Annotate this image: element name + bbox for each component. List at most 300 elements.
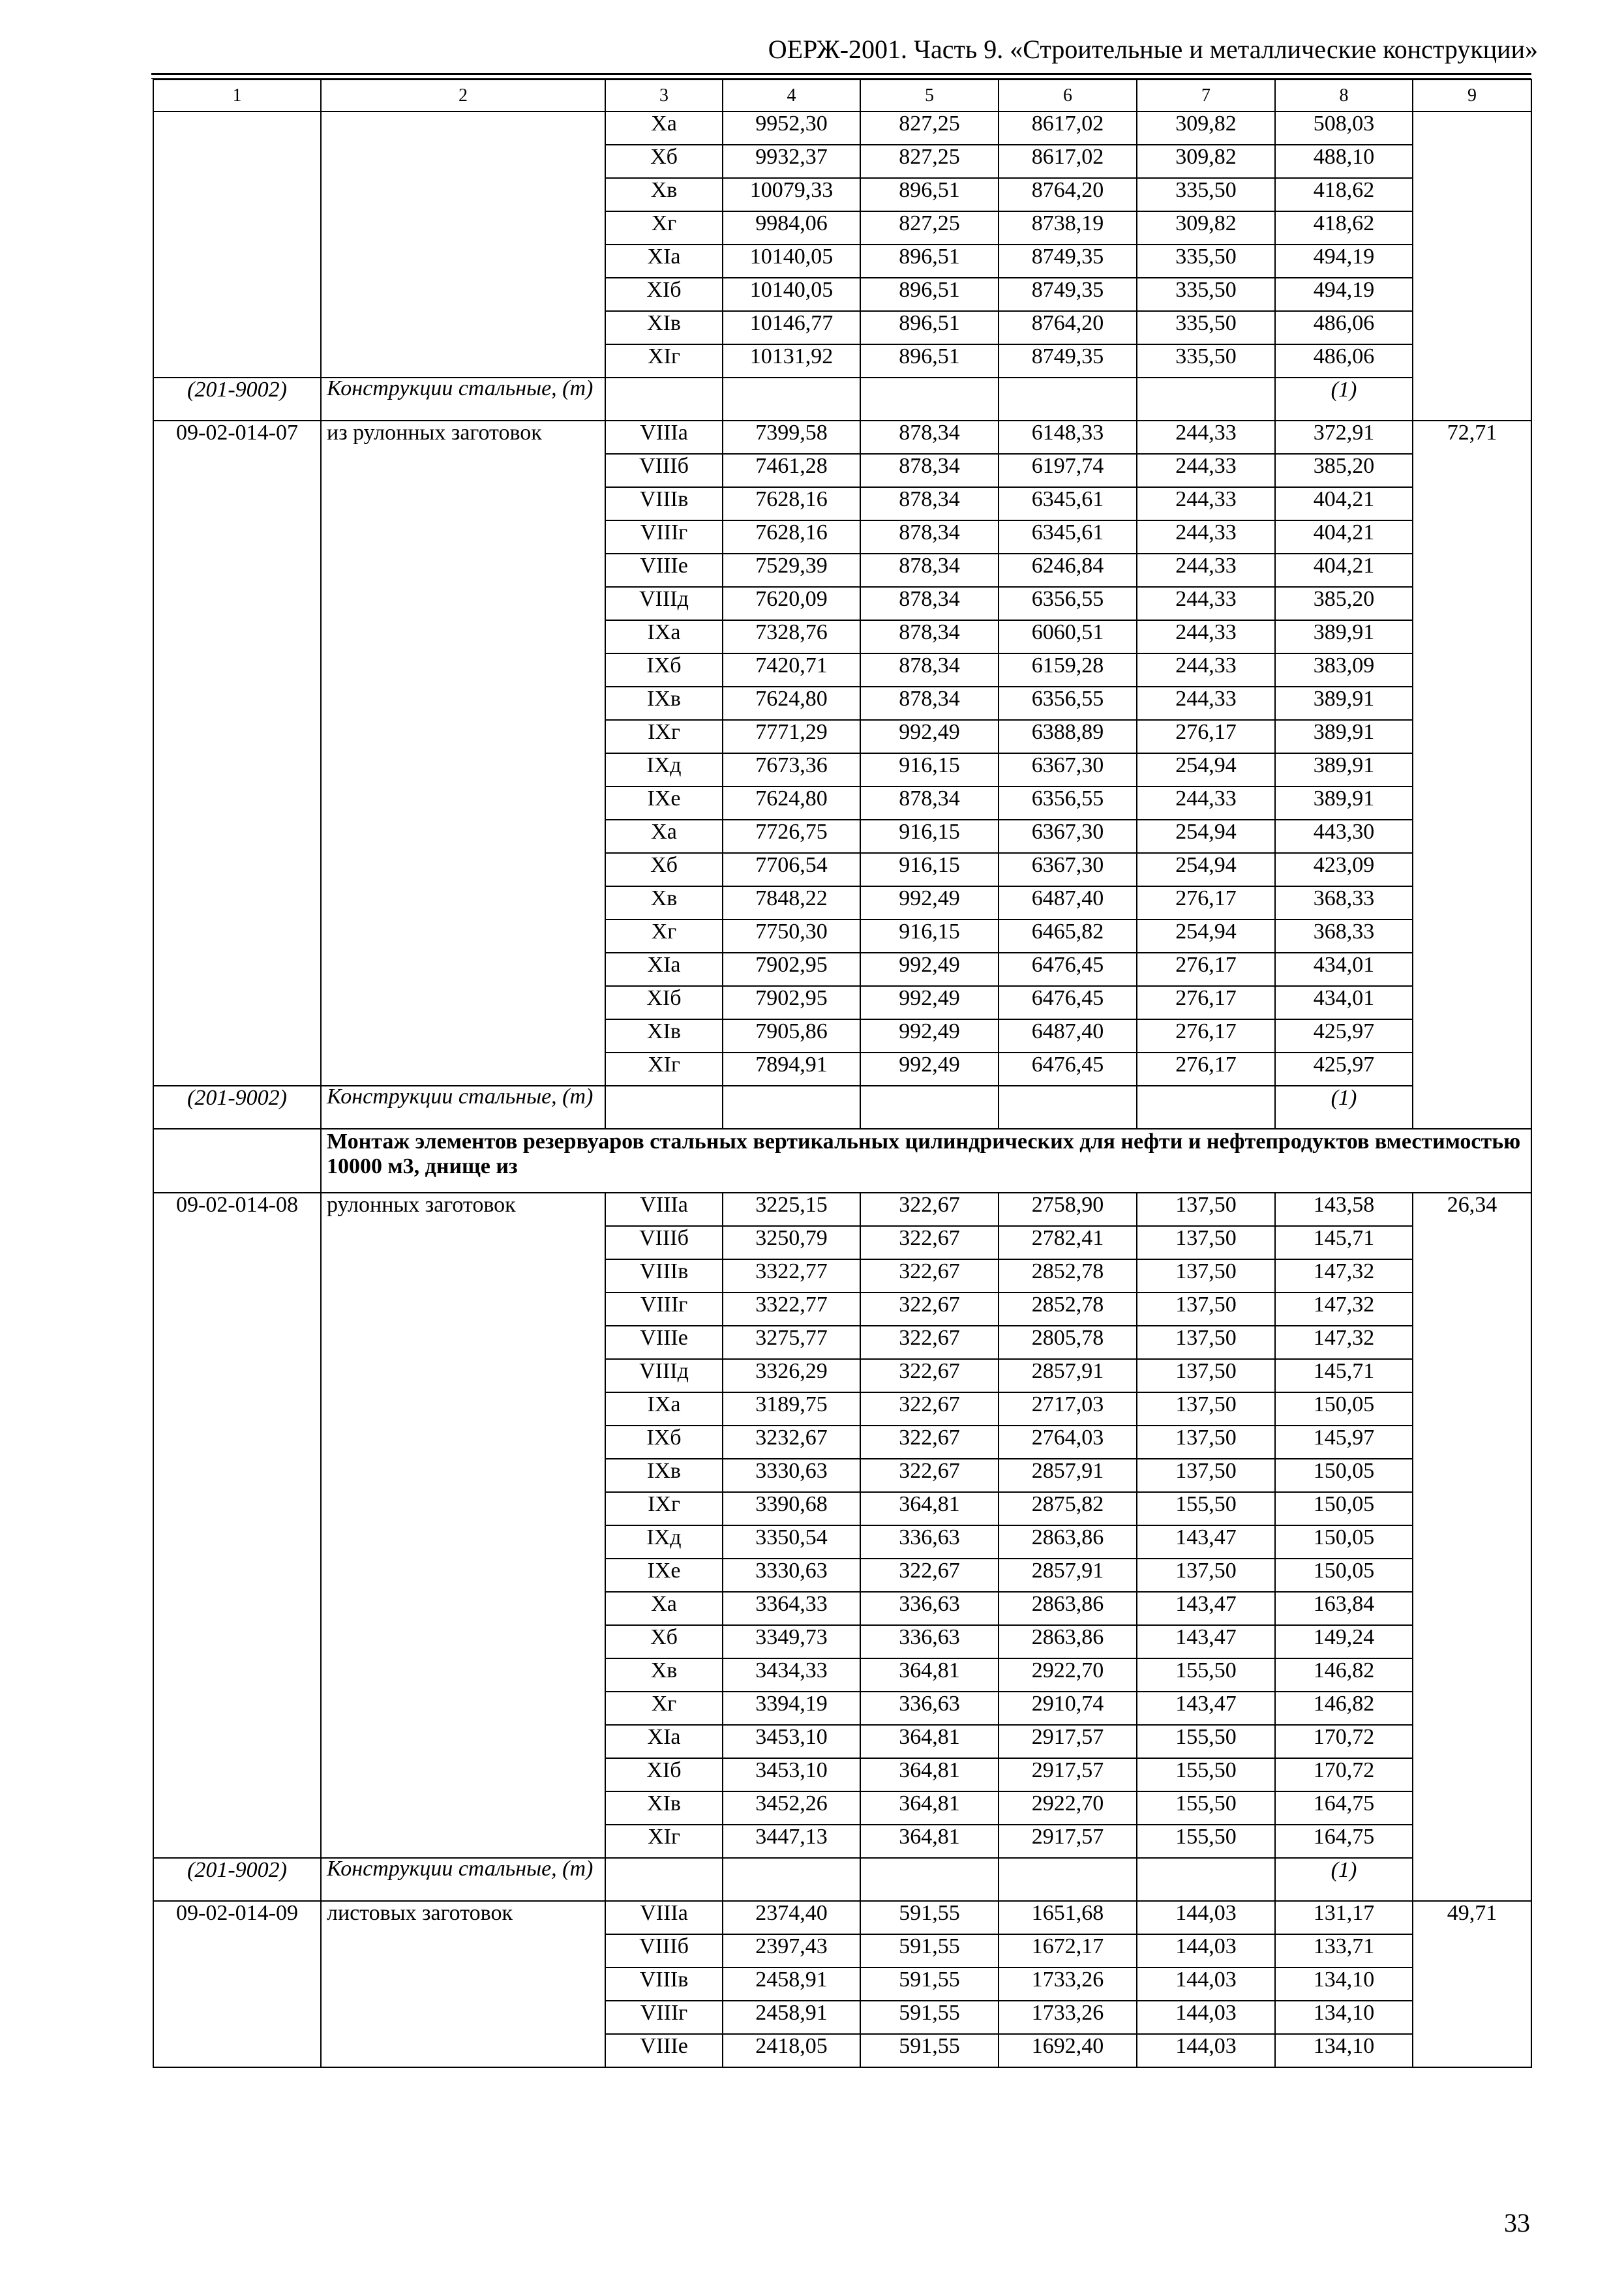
value-cell: 2758,90: [999, 1193, 1137, 1226]
resource-empty: [605, 1086, 723, 1129]
value-cell: 6367,30: [999, 853, 1137, 886]
value-cell: 8764,20: [999, 311, 1137, 344]
value-cell: 10140,05: [723, 278, 860, 311]
value-cell: 336,63: [860, 1692, 999, 1725]
value-cell: 508,03: [1275, 112, 1413, 145]
zone-code: Xб: [605, 853, 723, 886]
labor-cost: 26,34: [1413, 1193, 1531, 1901]
value-cell: 2917,57: [999, 1725, 1137, 1758]
value-cell: 155,50: [1137, 1825, 1275, 1858]
zone-code: IXе: [605, 786, 723, 820]
value-cell: 244,33: [1137, 587, 1275, 620]
table-row: [153, 112, 1531, 145]
resource-empty: [1137, 1858, 1275, 1901]
value-cell: 137,50: [1137, 1193, 1275, 1226]
rate-code: [153, 112, 321, 378]
value-cell: 143,58: [1275, 1193, 1413, 1226]
value-cell: 137,50: [1137, 1326, 1275, 1359]
table-row: [153, 421, 1531, 454]
zone-code: VIIIе: [605, 554, 723, 587]
value-cell: 992,49: [860, 1019, 999, 1053]
value-cell: 145,71: [1275, 1359, 1413, 1392]
value-cell: 878,34: [860, 554, 999, 587]
resource-empty: [1137, 1086, 1275, 1129]
value-cell: 443,30: [1275, 820, 1413, 853]
zone-code: Xа: [605, 1592, 723, 1625]
value-cell: 3453,10: [723, 1758, 860, 1791]
value-cell: 1672,17: [999, 1934, 1137, 1967]
value-cell: 6476,45: [999, 953, 1137, 986]
value-cell: 2857,91: [999, 1559, 1137, 1592]
value-cell: 6345,61: [999, 487, 1137, 520]
value-cell: 322,67: [860, 1193, 999, 1226]
value-cell: 7848,22: [723, 886, 860, 920]
rate-code: 09-02-014-08: [153, 1193, 321, 1858]
zone-code: XIа: [605, 1725, 723, 1758]
zone-code: VIIIа: [605, 421, 723, 454]
value-cell: 486,06: [1275, 344, 1413, 378]
value-cell: 244,33: [1137, 653, 1275, 687]
value-cell: 143,47: [1137, 1625, 1275, 1658]
value-cell: 3364,33: [723, 1592, 860, 1625]
value-cell: 916,15: [860, 853, 999, 886]
value-cell: 486,06: [1275, 311, 1413, 344]
value-cell: 2717,03: [999, 1392, 1137, 1426]
table-row: [153, 1193, 1531, 1226]
value-cell: 2852,78: [999, 1259, 1137, 1293]
value-cell: 164,75: [1275, 1825, 1413, 1858]
value-cell: 364,81: [860, 1658, 999, 1692]
value-cell: 992,49: [860, 886, 999, 920]
resource-code: (201-9002): [153, 378, 321, 421]
value-cell: 150,05: [1275, 1459, 1413, 1492]
column-number-row: [153, 80, 1531, 112]
value-cell: 276,17: [1137, 953, 1275, 986]
value-cell: 155,50: [1137, 1758, 1275, 1791]
value-cell: 8749,35: [999, 245, 1137, 278]
value-cell: 992,49: [860, 1053, 999, 1086]
value-cell: 3322,77: [723, 1259, 860, 1293]
resource-name: Конструкции стальные, (т): [321, 1858, 605, 1901]
zone-code: IXб: [605, 1426, 723, 1459]
value-cell: 6060,51: [999, 620, 1137, 653]
value-cell: 276,17: [1137, 720, 1275, 753]
value-cell: 150,05: [1275, 1525, 1413, 1559]
value-cell: 878,34: [860, 487, 999, 520]
value-cell: 7750,30: [723, 920, 860, 953]
zone-code: XIб: [605, 278, 723, 311]
resource-row: [153, 378, 1531, 421]
zone-code: XIг: [605, 1825, 723, 1858]
value-cell: 896,51: [860, 311, 999, 344]
value-cell: 131,17: [1275, 1901, 1413, 1934]
value-cell: 3453,10: [723, 1725, 860, 1758]
zone-code: IXв: [605, 687, 723, 720]
value-cell: 3189,75: [723, 1392, 860, 1426]
value-cell: 10131,92: [723, 344, 860, 378]
zone-code: XIа: [605, 953, 723, 986]
value-cell: 170,72: [1275, 1758, 1413, 1791]
value-cell: 2922,70: [999, 1658, 1137, 1692]
value-cell: 7706,54: [723, 853, 860, 886]
value-cell: 155,50: [1137, 1791, 1275, 1825]
column-number: 8: [1275, 80, 1413, 112]
value-cell: 134,10: [1275, 1967, 1413, 2001]
zone-code: IXг: [605, 1492, 723, 1525]
zone-code: XIг: [605, 1053, 723, 1086]
value-cell: 145,71: [1275, 1226, 1413, 1259]
value-cell: 8617,02: [999, 145, 1137, 178]
value-cell: 244,33: [1137, 620, 1275, 653]
value-cell: 3394,19: [723, 1692, 860, 1725]
value-cell: 150,05: [1275, 1559, 1413, 1592]
value-cell: 878,34: [860, 587, 999, 620]
value-cell: 827,25: [860, 112, 999, 145]
value-cell: 8749,35: [999, 344, 1137, 378]
value-cell: 155,50: [1137, 1725, 1275, 1758]
value-cell: 2863,86: [999, 1525, 1137, 1559]
value-cell: 336,63: [860, 1525, 999, 1559]
value-cell: 488,10: [1275, 145, 1413, 178]
zone-code: Xа: [605, 112, 723, 145]
value-cell: 383,09: [1275, 653, 1413, 687]
value-cell: 137,50: [1137, 1559, 1275, 1592]
value-cell: 244,33: [1137, 487, 1275, 520]
rate-code: 09-02-014-07: [153, 421, 321, 1086]
value-cell: 425,97: [1275, 1019, 1413, 1053]
value-cell: 3349,73: [723, 1625, 860, 1658]
value-cell: 144,03: [1137, 1934, 1275, 1967]
resource-empty: [999, 1858, 1137, 1901]
value-cell: 336,63: [860, 1625, 999, 1658]
section-title-blank: [153, 1129, 321, 1193]
value-cell: 404,21: [1275, 554, 1413, 587]
value-cell: 8749,35: [999, 278, 1137, 311]
column-number: 3: [605, 80, 723, 112]
resource-empty: [723, 378, 860, 421]
value-cell: 10146,77: [723, 311, 860, 344]
value-cell: 896,51: [860, 245, 999, 278]
value-cell: 6476,45: [999, 986, 1137, 1019]
section-title: Монтаж элементов резервуаров стальных вертикальных цилиндрических для нефти и нефтепродуктов вместимостью 10000 м3, днище из: [321, 1129, 1531, 1193]
value-cell: 143,47: [1137, 1525, 1275, 1559]
resource-quantity: (1): [1275, 1086, 1413, 1129]
value-cell: 389,91: [1275, 720, 1413, 753]
value-cell: 389,91: [1275, 786, 1413, 820]
zone-code: Xа: [605, 820, 723, 853]
value-cell: 2917,57: [999, 1758, 1137, 1791]
value-cell: 164,75: [1275, 1791, 1413, 1825]
rate-name: рулонных заготовок: [321, 1193, 605, 1858]
zone-code: VIIIе: [605, 1326, 723, 1359]
zone-code: XIв: [605, 311, 723, 344]
value-cell: 385,20: [1275, 587, 1413, 620]
rates-table: [153, 79, 1532, 2068]
resource-empty: [999, 1086, 1137, 1129]
value-cell: 254,94: [1137, 820, 1275, 853]
value-cell: 9932,37: [723, 145, 860, 178]
value-cell: 3232,67: [723, 1426, 860, 1459]
value-cell: 3452,26: [723, 1791, 860, 1825]
value-cell: 147,32: [1275, 1326, 1413, 1359]
value-cell: 6356,55: [999, 587, 1137, 620]
value-cell: 3250,79: [723, 1226, 860, 1259]
zone-code: VIIIг: [605, 520, 723, 554]
column-number: 2: [321, 80, 605, 112]
zone-code: Xб: [605, 1625, 723, 1658]
rate-name: [321, 112, 605, 378]
value-cell: 2857,91: [999, 1359, 1137, 1392]
value-cell: 244,33: [1137, 520, 1275, 554]
zone-code: Xб: [605, 145, 723, 178]
value-cell: 827,25: [860, 211, 999, 245]
value-cell: 916,15: [860, 753, 999, 786]
value-cell: 992,49: [860, 720, 999, 753]
resource-empty: [723, 1086, 860, 1129]
resource-empty: [860, 378, 999, 421]
value-cell: 591,55: [860, 1967, 999, 2001]
resource-empty: [1137, 378, 1275, 421]
value-cell: 878,34: [860, 620, 999, 653]
value-cell: 6465,82: [999, 920, 1137, 953]
value-cell: 146,82: [1275, 1658, 1413, 1692]
value-cell: 322,67: [860, 1259, 999, 1293]
value-cell: 364,81: [860, 1758, 999, 1791]
value-cell: 404,21: [1275, 487, 1413, 520]
value-cell: 8617,02: [999, 112, 1137, 145]
value-cell: 364,81: [860, 1825, 999, 1858]
zone-code: IXд: [605, 1525, 723, 1559]
value-cell: 137,50: [1137, 1293, 1275, 1326]
value-cell: 2852,78: [999, 1293, 1137, 1326]
value-cell: 2917,57: [999, 1825, 1137, 1858]
resource-empty: [999, 378, 1137, 421]
value-cell: 368,33: [1275, 886, 1413, 920]
value-cell: 878,34: [860, 786, 999, 820]
rate-name: листовых заготовок: [321, 1901, 605, 2067]
zone-code: VIIIб: [605, 1934, 723, 1967]
value-cell: 878,34: [860, 421, 999, 454]
value-cell: 2922,70: [999, 1791, 1137, 1825]
value-cell: 916,15: [860, 920, 999, 953]
value-cell: 144,03: [1137, 1901, 1275, 1934]
value-cell: 434,01: [1275, 953, 1413, 986]
rate-name: из рулонных заготовок: [321, 421, 605, 1086]
value-cell: 364,81: [860, 1791, 999, 1825]
zone-code: Xг: [605, 920, 723, 953]
value-cell: 896,51: [860, 178, 999, 211]
resource-empty: [605, 378, 723, 421]
value-cell: 591,55: [860, 1901, 999, 1934]
value-cell: 418,62: [1275, 178, 1413, 211]
value-cell: 1733,26: [999, 2001, 1137, 2034]
value-cell: 9984,06: [723, 211, 860, 245]
value-cell: 7905,86: [723, 1019, 860, 1053]
zone-code: Xв: [605, 178, 723, 211]
value-cell: 6487,40: [999, 886, 1137, 920]
value-cell: 6148,33: [999, 421, 1137, 454]
value-cell: 244,33: [1137, 786, 1275, 820]
resource-quantity: (1): [1275, 1858, 1413, 1901]
value-cell: 276,17: [1137, 986, 1275, 1019]
value-cell: 878,34: [860, 687, 999, 720]
value-cell: 155,50: [1137, 1492, 1275, 1525]
value-cell: 2764,03: [999, 1426, 1137, 1459]
value-cell: 2863,86: [999, 1592, 1137, 1625]
value-cell: 150,05: [1275, 1392, 1413, 1426]
zone-code: VIIIг: [605, 1293, 723, 1326]
resource-quantity: (1): [1275, 378, 1413, 421]
value-cell: 364,81: [860, 1492, 999, 1525]
value-cell: 8738,19: [999, 211, 1137, 245]
value-cell: 6345,61: [999, 520, 1137, 554]
value-cell: 7902,95: [723, 953, 860, 986]
value-cell: 137,50: [1137, 1459, 1275, 1492]
value-cell: 143,47: [1137, 1692, 1275, 1725]
value-cell: 276,17: [1137, 1019, 1275, 1053]
column-number: 7: [1137, 80, 1275, 112]
value-cell: 7461,28: [723, 454, 860, 487]
value-cell: 7771,29: [723, 720, 860, 753]
value-cell: 916,15: [860, 820, 999, 853]
value-cell: 335,50: [1137, 344, 1275, 378]
resource-code: (201-9002): [153, 1086, 321, 1129]
column-number: 4: [723, 80, 860, 112]
value-cell: 145,97: [1275, 1426, 1413, 1459]
value-cell: 827,25: [860, 145, 999, 178]
value-cell: 434,01: [1275, 986, 1413, 1019]
value-cell: 322,67: [860, 1293, 999, 1326]
value-cell: 1733,26: [999, 1967, 1137, 2001]
value-cell: 7902,95: [723, 986, 860, 1019]
value-cell: 896,51: [860, 278, 999, 311]
value-cell: 6159,28: [999, 653, 1137, 687]
resource-code: (201-9002): [153, 1858, 321, 1901]
value-cell: 335,50: [1137, 278, 1275, 311]
value-cell: 7399,58: [723, 421, 860, 454]
value-cell: 992,49: [860, 953, 999, 986]
page-number: 33: [1504, 2208, 1530, 2237]
value-cell: 336,63: [860, 1592, 999, 1625]
value-cell: 2374,40: [723, 1901, 860, 1934]
resource-row: [153, 1086, 1531, 1129]
zone-code: XIв: [605, 1019, 723, 1053]
zone-code: VIIIа: [605, 1193, 723, 1226]
value-cell: 309,82: [1137, 211, 1275, 245]
value-cell: 137,50: [1137, 1259, 1275, 1293]
value-cell: 335,50: [1137, 245, 1275, 278]
value-cell: 244,33: [1137, 554, 1275, 587]
zone-code: Xг: [605, 1692, 723, 1725]
value-cell: 149,24: [1275, 1625, 1413, 1658]
zone-code: Xв: [605, 886, 723, 920]
value-cell: 244,33: [1137, 687, 1275, 720]
value-cell: 494,19: [1275, 278, 1413, 311]
zone-code: VIIIд: [605, 587, 723, 620]
value-cell: 147,32: [1275, 1259, 1413, 1293]
value-cell: 244,33: [1137, 454, 1275, 487]
resource-name: Конструкции стальные, (т): [321, 1086, 605, 1129]
value-cell: 896,51: [860, 344, 999, 378]
value-cell: 7628,16: [723, 520, 860, 554]
section-title-row: [153, 1129, 1531, 1193]
value-cell: 276,17: [1137, 886, 1275, 920]
labor-cost: 72,71: [1413, 421, 1531, 1129]
value-cell: 7624,80: [723, 687, 860, 720]
resource-empty: [860, 1086, 999, 1129]
value-cell: 6367,30: [999, 820, 1137, 853]
value-cell: 6197,74: [999, 454, 1137, 487]
value-cell: 322,67: [860, 1359, 999, 1392]
value-cell: 254,94: [1137, 920, 1275, 953]
value-cell: 7620,09: [723, 587, 860, 620]
value-cell: 144,03: [1137, 2001, 1275, 2034]
value-cell: 7894,91: [723, 1053, 860, 1086]
value-cell: 7624,80: [723, 786, 860, 820]
value-cell: 322,67: [860, 1326, 999, 1359]
value-cell: 7420,71: [723, 653, 860, 687]
value-cell: 7726,75: [723, 820, 860, 853]
value-cell: 335,50: [1137, 178, 1275, 211]
value-cell: 3330,63: [723, 1559, 860, 1592]
value-cell: 3434,33: [723, 1658, 860, 1692]
zone-code: IXб: [605, 653, 723, 687]
column-number: 9: [1413, 80, 1531, 112]
value-cell: 2863,86: [999, 1625, 1137, 1658]
value-cell: 7529,39: [723, 554, 860, 587]
value-cell: 389,91: [1275, 687, 1413, 720]
value-cell: 364,81: [860, 1725, 999, 1758]
value-cell: 423,09: [1275, 853, 1413, 886]
value-cell: 3350,54: [723, 1525, 860, 1559]
value-cell: 878,34: [860, 653, 999, 687]
value-cell: 8764,20: [999, 178, 1137, 211]
value-cell: 6476,45: [999, 1053, 1137, 1086]
zone-code: VIIIв: [605, 1259, 723, 1293]
value-cell: 322,67: [860, 1226, 999, 1259]
value-cell: 372,91: [1275, 421, 1413, 454]
value-cell: 322,67: [860, 1392, 999, 1426]
value-cell: 368,33: [1275, 920, 1413, 953]
value-cell: 2397,43: [723, 1934, 860, 1967]
value-cell: 6388,89: [999, 720, 1137, 753]
resource-empty: [860, 1858, 999, 1901]
value-cell: 170,72: [1275, 1725, 1413, 1758]
value-cell: 254,94: [1137, 753, 1275, 786]
labor-cost: 49,71: [1413, 1901, 1531, 2067]
value-cell: 276,17: [1137, 1053, 1275, 1086]
value-cell: 244,33: [1137, 421, 1275, 454]
value-cell: 155,50: [1137, 1658, 1275, 1692]
value-cell: 418,62: [1275, 211, 1413, 245]
value-cell: 389,91: [1275, 620, 1413, 653]
value-cell: 322,67: [860, 1426, 999, 1459]
value-cell: 10079,33: [723, 178, 860, 211]
value-cell: 147,32: [1275, 1293, 1413, 1326]
value-cell: 137,50: [1137, 1426, 1275, 1459]
value-cell: 322,67: [860, 1459, 999, 1492]
zone-code: Xг: [605, 211, 723, 245]
value-cell: 7328,76: [723, 620, 860, 653]
value-cell: 309,82: [1137, 112, 1275, 145]
value-cell: 3225,15: [723, 1193, 860, 1226]
page-header: ОЕРЖ-2001. Часть 9. «Строительные и металлические конструкции»: [768, 35, 1538, 64]
value-cell: 2805,78: [999, 1326, 1137, 1359]
value-cell: 150,05: [1275, 1492, 1413, 1525]
zone-code: XIб: [605, 986, 723, 1019]
value-cell: 494,19: [1275, 245, 1413, 278]
value-cell: 6356,55: [999, 687, 1137, 720]
